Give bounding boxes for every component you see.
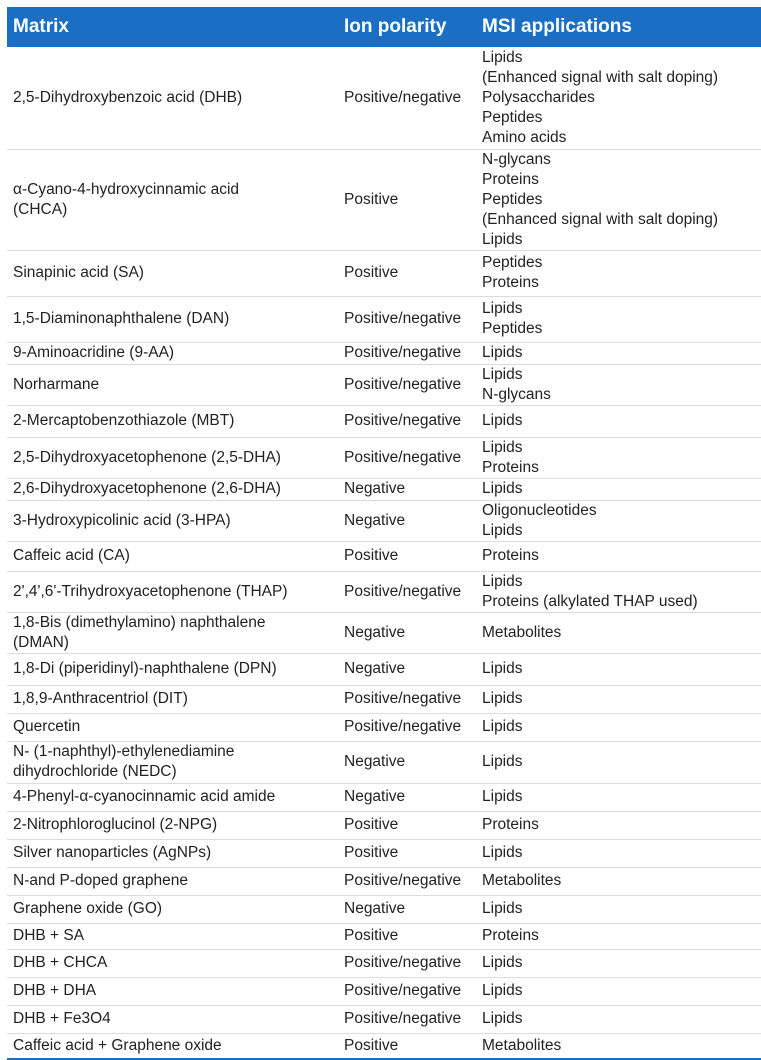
application-line: Proteins	[482, 927, 539, 944]
table-row	[7, 949, 761, 977]
cell-msi-applications	[476, 977, 761, 1005]
cell-msi-applications	[476, 783, 761, 811]
cell-msi-applications	[476, 342, 761, 364]
matrix-line: 2-Mercaptobenzothiazole (MBT)	[13, 412, 235, 429]
cell-ion-polarity: Positive/negative	[338, 296, 476, 342]
cell-msi-applications	[476, 713, 761, 741]
table-row	[7, 47, 761, 149]
cell-msi-applications	[476, 923, 761, 949]
cell-matrix	[7, 923, 338, 949]
matrix-line: (CHCA)	[13, 200, 68, 218]
table-row	[7, 839, 761, 867]
cell-matrix	[7, 1005, 338, 1033]
application-line: Lipids	[482, 718, 523, 735]
matrix-line: DHB + Fe3O4	[13, 1010, 111, 1027]
cell-ion-polarity: Positive/negative	[338, 437, 476, 478]
cell-ion-polarity: Positive	[338, 811, 476, 839]
matrix-line: 4-Phenyl-α-cyanocinnamic acid amide	[13, 788, 276, 805]
cell-ion-polarity: Positive/negative	[338, 405, 476, 437]
table-body	[7, 47, 761, 1059]
table-row	[7, 612, 761, 653]
application-line: Metabolites	[482, 1036, 562, 1054]
matrix-line: α-Cyano-4-hydroxycinnamic acid	[13, 180, 240, 198]
cell-matrix	[7, 541, 338, 571]
application-line: Lipids	[482, 412, 523, 429]
matrix-line: Sinapinic acid (SA)	[13, 264, 144, 281]
cell-msi-applications	[476, 741, 761, 783]
application-line: Proteins	[482, 170, 539, 188]
cell-matrix	[7, 741, 338, 783]
cell-ion-polarity: Positive	[338, 839, 476, 867]
cell-ion-polarity: Positive/negative	[338, 571, 476, 612]
cell-msi-applications	[476, 895, 761, 923]
cell-matrix	[7, 713, 338, 741]
matrix-line: (DMAN)	[13, 633, 69, 651]
table-row	[7, 296, 761, 342]
table-row	[7, 405, 761, 437]
cell-matrix	[7, 895, 338, 923]
table-row	[7, 783, 761, 811]
application-line: Proteins	[482, 458, 539, 476]
table-row	[7, 713, 761, 741]
header-msi-applications: MSI applications	[476, 7, 761, 47]
cell-ion-polarity: Positive/negative	[338, 685, 476, 713]
application-line: Lipids	[482, 788, 523, 805]
cell-ion-polarity: Negative	[338, 653, 476, 685]
table-row	[7, 437, 761, 478]
cell-msi-applications	[476, 478, 761, 500]
cell-matrix	[7, 500, 338, 541]
cell-msi-applications	[476, 811, 761, 839]
matrix-line: DHB + DHA	[13, 982, 97, 999]
cell-ion-polarity: Positive	[338, 541, 476, 571]
cell-msi-applications	[476, 571, 761, 612]
matrix-line: Caffeic acid + Graphene oxide	[13, 1036, 222, 1054]
cell-matrix	[7, 867, 338, 895]
cell-matrix	[7, 653, 338, 685]
application-line: Lipids	[482, 230, 523, 248]
table-row	[7, 500, 761, 541]
cell-ion-polarity: Positive	[338, 1033, 476, 1059]
application-line: (Enhanced signal with salt doping)	[482, 210, 719, 228]
cell-msi-applications	[476, 296, 761, 342]
cell-msi-applications	[476, 867, 761, 895]
application-line: Lipids	[482, 660, 523, 677]
cell-msi-applications	[476, 653, 761, 685]
header-ion-polarity: Ion polarity	[338, 7, 476, 47]
cell-msi-applications	[476, 500, 761, 541]
table-row	[7, 741, 761, 783]
table-row	[7, 571, 761, 612]
application-line: Lipids	[482, 521, 523, 539]
application-line: Lipids	[482, 954, 523, 971]
cell-msi-applications	[476, 47, 761, 149]
cell-msi-applications	[476, 839, 761, 867]
table-row	[7, 149, 761, 250]
cell-msi-applications	[476, 250, 761, 296]
matrix-line: Graphene oxide (GO)	[13, 900, 163, 917]
application-line: Lipids	[482, 344, 523, 361]
cell-matrix	[7, 571, 338, 612]
application-line: Lipids	[482, 48, 523, 66]
application-line: Peptides	[482, 108, 543, 126]
cell-ion-polarity: Positive/negative	[338, 364, 476, 405]
matrix-line: DHB + CHCA	[13, 954, 108, 971]
cell-msi-applications	[476, 612, 761, 653]
table-row	[7, 250, 761, 296]
cell-ion-polarity: Positive/negative	[338, 1005, 476, 1033]
cell-ion-polarity: Positive/negative	[338, 977, 476, 1005]
table-row	[7, 977, 761, 1005]
table-row	[7, 867, 761, 895]
application-line: Metabolites	[482, 872, 562, 889]
cell-msi-applications	[476, 149, 761, 250]
cell-ion-polarity: Positive/negative	[338, 867, 476, 895]
matrix-line: 2,5-Dihydroxybenzoic acid (DHB)	[13, 88, 243, 106]
cell-matrix	[7, 296, 338, 342]
application-line: Proteins	[482, 274, 539, 291]
table-row	[7, 653, 761, 685]
matrix-line: 2',4',6'-Trihydroxyacetophenone (THAP)	[13, 582, 288, 600]
cell-matrix	[7, 364, 338, 405]
matrix-line: N-and P-doped graphene	[13, 872, 188, 889]
cell-matrix	[7, 783, 338, 811]
application-line: Proteins	[482, 816, 539, 833]
application-line: Proteins (alkylated THAP used)	[482, 592, 698, 610]
cell-matrix	[7, 437, 338, 478]
application-line: Lipids	[482, 690, 523, 707]
table-row	[7, 811, 761, 839]
cell-msi-applications	[476, 949, 761, 977]
cell-ion-polarity: Negative	[338, 612, 476, 653]
table-row	[7, 895, 761, 923]
cell-ion-polarity: Positive	[338, 149, 476, 250]
matrix-line: Quercetin	[13, 718, 81, 735]
matrix-line: 1,5-Diaminonaphthalene (DAN)	[13, 310, 230, 327]
cell-matrix	[7, 478, 338, 500]
cell-msi-applications	[476, 437, 761, 478]
table-row	[7, 541, 761, 571]
application-line: Peptides	[482, 190, 543, 208]
cell-ion-polarity: Positive/negative	[338, 713, 476, 741]
application-line: Proteins	[482, 547, 539, 564]
application-line: N-glycans	[482, 150, 551, 168]
cell-matrix	[7, 1033, 338, 1059]
cell-msi-applications	[476, 685, 761, 713]
application-line: N-glycans	[482, 385, 551, 403]
application-line: Polysaccharides	[482, 88, 595, 106]
cell-matrix	[7, 612, 338, 653]
application-line: Amino acids	[482, 128, 567, 146]
application-line: Lipids	[482, 300, 523, 317]
cell-ion-polarity: Positive/negative	[338, 342, 476, 364]
matrix-line: 1,8-Di (piperidinyl)-naphthalene (DPN)	[13, 660, 277, 677]
header-matrix: Matrix	[7, 7, 338, 47]
matrix-line: DHB + SA	[13, 927, 85, 944]
table-row	[7, 364, 761, 405]
application-line: Lipids	[482, 365, 523, 383]
matrix-line: 3-Hydroxypicolinic acid (3-HPA)	[13, 511, 231, 529]
matrix-line: 2,6-Dihydroxyacetophenone (2,6-DHA)	[13, 480, 281, 497]
matrix-line: Silver nanoparticles (AgNPs)	[13, 844, 212, 861]
table-header-row	[7, 7, 761, 47]
cell-ion-polarity: Positive	[338, 250, 476, 296]
cell-ion-polarity: Positive/negative	[338, 47, 476, 149]
cell-msi-applications	[476, 1033, 761, 1059]
cell-matrix	[7, 685, 338, 713]
cell-ion-polarity: Negative	[338, 741, 476, 783]
cell-matrix	[7, 949, 338, 977]
cell-ion-polarity: Negative	[338, 895, 476, 923]
cell-matrix	[7, 811, 338, 839]
matrix-table	[7, 7, 761, 1060]
application-line: Lipids	[482, 753, 523, 770]
cell-matrix	[7, 839, 338, 867]
table-row	[7, 478, 761, 500]
cell-matrix	[7, 977, 338, 1005]
cell-ion-polarity: Positive/negative	[338, 949, 476, 977]
matrix-line: 2,5-Dihydroxyacetophenone (2,5-DHA)	[13, 448, 281, 466]
application-line: Peptides	[482, 320, 543, 337]
matrix-line: dihydrochloride (NEDC)	[13, 763, 177, 780]
cell-matrix	[7, 149, 338, 250]
application-line: Lipids	[482, 572, 523, 590]
cell-msi-applications	[476, 541, 761, 571]
table-row	[7, 342, 761, 364]
table-row	[7, 1005, 761, 1033]
cell-ion-polarity: Negative	[338, 500, 476, 541]
application-line: Oligonucleotides	[482, 501, 597, 519]
matrix-line: 2-Nitrophloroglucinol (2-NPG)	[13, 816, 218, 833]
application-line: (Enhanced signal with salt doping)	[482, 68, 719, 86]
matrix-line: N- (1-naphthyl)-ethylenediamine	[13, 743, 235, 760]
cell-ion-polarity: Negative	[338, 783, 476, 811]
cell-msi-applications	[476, 364, 761, 405]
application-line: Lipids	[482, 982, 523, 999]
matrix-line: 1,8-Bis (dimethylamino) naphthalene	[13, 613, 266, 631]
application-line: Lipids	[482, 900, 523, 917]
table-row	[7, 685, 761, 713]
application-line: Lipids	[482, 480, 523, 497]
application-line: Peptides	[482, 254, 543, 271]
matrix-line: 9-Aminoacridine (9-AA)	[13, 344, 175, 361]
application-line: Lipids	[482, 438, 523, 456]
application-line: Lipids	[482, 844, 523, 861]
table-row	[7, 1033, 761, 1059]
table-row	[7, 923, 761, 949]
cell-matrix	[7, 405, 338, 437]
application-line: Lipids	[482, 1010, 523, 1027]
matrix-line: 1,8,9-Anthracentriol (DIT)	[13, 690, 188, 707]
application-line: Metabolites	[482, 623, 562, 641]
cell-matrix	[7, 47, 338, 149]
cell-ion-polarity: Negative	[338, 478, 476, 500]
cell-matrix	[7, 250, 338, 296]
cell-matrix	[7, 342, 338, 364]
cell-msi-applications	[476, 1005, 761, 1033]
cell-ion-polarity: Positive	[338, 923, 476, 949]
cell-msi-applications	[476, 405, 761, 437]
matrix-line: Norharmane	[13, 375, 100, 393]
matrix-line: Caffeic acid (CA)	[13, 547, 130, 564]
